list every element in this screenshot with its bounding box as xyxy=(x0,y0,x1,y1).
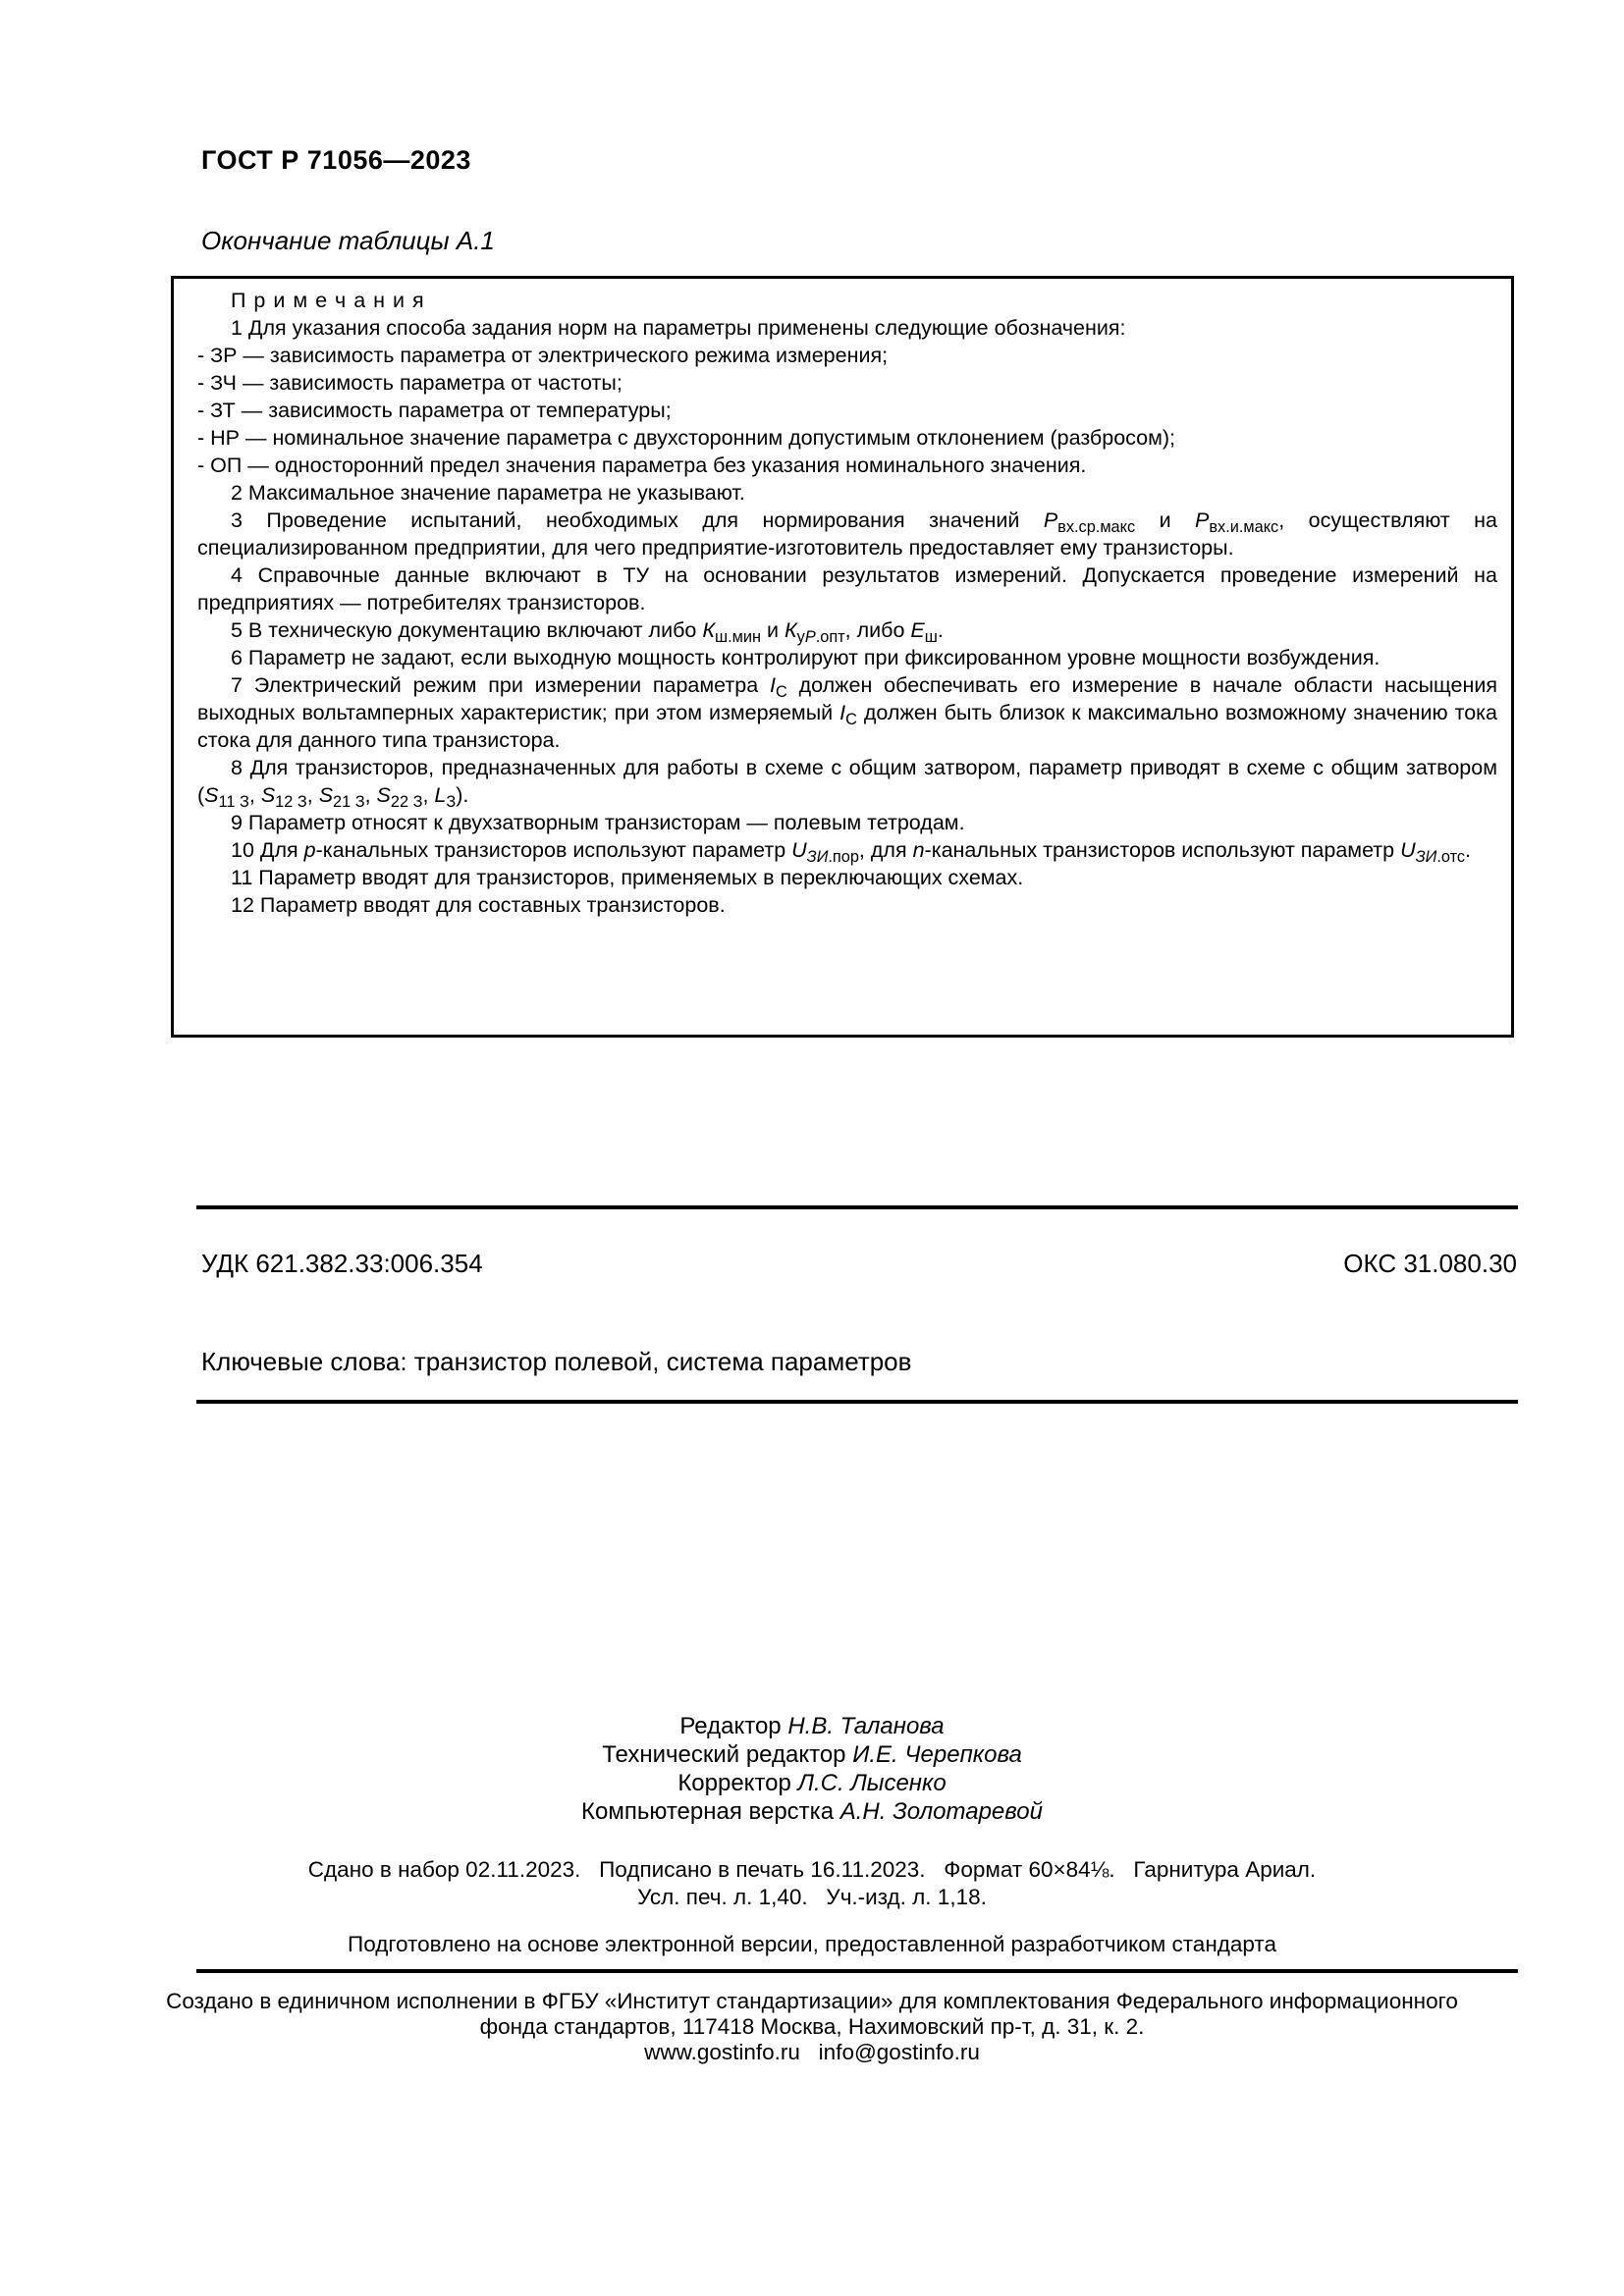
note-paragraph: 3 Проведение испытаний, необходимых для нормирования значений $Р_{вх.ср.макс}$ и $Р_{вх.и.макс}$, осуществляют на специализированном предприятии, для чего предприятие-изготовитель предоставляет ему транзисторы. xyxy=(197,508,1497,560)
footer-line2: фонда стандартов, 117418 Москва, Нахимовский пр-т, д. 31, к. 2. xyxy=(479,2014,1145,2039)
notes-box xyxy=(171,276,1514,1038)
horizontal-rule-middle xyxy=(196,1400,1518,1404)
note-paragraph: 6 Параметр не задают, если выходную мощность контролируют при фиксированном уровне мощности возбуждения. xyxy=(231,646,1380,669)
horizontal-rule-top xyxy=(196,1205,1518,1209)
footer-contacts: www.gostinfo.ru info@gostinfo.ru xyxy=(644,2040,980,2064)
footer-line1: Создано в единичном исполнении в ФГБУ «Институт стандартизации» для комплектования Федерального информационного xyxy=(166,1989,1458,2013)
credit-person: А.Н. Золотаревой xyxy=(839,1798,1043,1825)
notes-paragraphs xyxy=(197,314,1497,919)
credit-line xyxy=(0,1740,1624,1769)
credit-role: Компьютерная верстка xyxy=(581,1798,840,1825)
note-paragraph: 11 Параметр вводят для транзисторов, применяемых в переключающих схемах. xyxy=(231,866,1024,889)
note-paragraph: - ЗТ — зависимость параметра от температуры; xyxy=(197,399,672,422)
note-paragraph: - ОП — односторонний предел значения параметра без указания номинального значения. xyxy=(197,454,1087,477)
credit-line xyxy=(0,1797,1624,1826)
note-paragraph: 4 Справочные данные включают в ТУ на основании результатов измерений. Допускается проведение измерений на предприятиях — потребителях транзисторов. xyxy=(197,563,1497,614)
note-paragraph: 8 Для транзисторов, предназначенных для работы в схеме с общим затвором, параметр приводят в схеме с общим затвором ($S_{11 З}$, $S_{12 З}$, $S_{21 З}$, $S_{22 З}$, $L_З$). xyxy=(197,756,1497,811)
credit-role: Корректор xyxy=(677,1770,798,1796)
table-caption: Окончание таблицы А.1 xyxy=(201,226,495,255)
note-paragraph: 1 Для указания способа задания норм на параметры применены следующие обозначения: xyxy=(231,316,1126,340)
credit-person: Л.С. Лысенко xyxy=(797,1770,947,1796)
note-paragraph: 10 Для р-канальных транзисторов используют параметр $U_{ЗИ.пор}$, для n-канальных транзисторов используют параметр $U_{ЗИ.отс}$. xyxy=(231,838,1472,866)
prepared-note: Подготовлено на основе электронной версии, предоставленной разработчиком стандарта xyxy=(348,1932,1276,1956)
note-paragraph: 2 Максимальное значение параметра не указывают. xyxy=(231,481,745,505)
notes-title: П р и м е ч а н и я xyxy=(231,289,425,312)
note-paragraph: 12 Параметр вводят для составных транзисторов. xyxy=(231,893,726,917)
horizontal-rule-bottom xyxy=(196,1969,1518,1973)
credit-person: Н.В. Таланова xyxy=(787,1713,945,1739)
credit-line xyxy=(0,1712,1624,1740)
keywords-line: Ключевые слова: транзистор полевой, система параметров xyxy=(201,1347,912,1376)
oks-code: ОКС 31.080.30 xyxy=(1343,1249,1517,1278)
print-info-line1: Сдано в набор 02.11.2023. Подписано в печать 16.11.2023. Формат 60×84⅛. Гарнитура Ариал. xyxy=(307,1857,1317,1882)
credit-line xyxy=(0,1769,1624,1797)
credit-person: И.Е. Черепкова xyxy=(852,1741,1022,1768)
note-paragraph: 7 Электрический режим при измерении параметра $I_С$ должен обеспечивать его измерение в начале области насыщения выходных вольтамперных характеристик; при этом измеряемый $I_С$ должен быть близок к максимально возможному значению тока стока для данного типа транзистора. xyxy=(197,673,1497,752)
doc-number: ГОСТ Р 71056—2023 xyxy=(201,145,471,175)
credits-block xyxy=(0,1712,1624,1826)
note-paragraph: 9 Параметр относят к двухзатворным транзисторам — полевым тетродам. xyxy=(231,811,965,834)
print-info-line2: Усл. печ. л. 1,40. Уч.-изд. л. 1,18. xyxy=(637,1885,987,1909)
note-paragraph: 5 В техническую документацию включают либо $К_{ш.мин}$ и $К_{уР.опт}$, либо $Е_ш$. xyxy=(231,618,944,646)
note-paragraph: - ЗЧ — зависимость параметра от частоты; xyxy=(197,371,623,395)
credit-role: Технический редактор xyxy=(602,1741,853,1768)
udk-code: УДК 621.382.33:006.354 xyxy=(201,1249,483,1278)
note-paragraph: - ЗР — зависимость параметра от электрического режима измерения; xyxy=(197,344,889,367)
note-paragraph: - НР — номинальное значение параметра с двухсторонним допустимым отклонением (разбросом); xyxy=(197,426,1176,450)
credit-role: Редактор xyxy=(679,1713,788,1739)
codes-row xyxy=(201,1249,1517,1279)
